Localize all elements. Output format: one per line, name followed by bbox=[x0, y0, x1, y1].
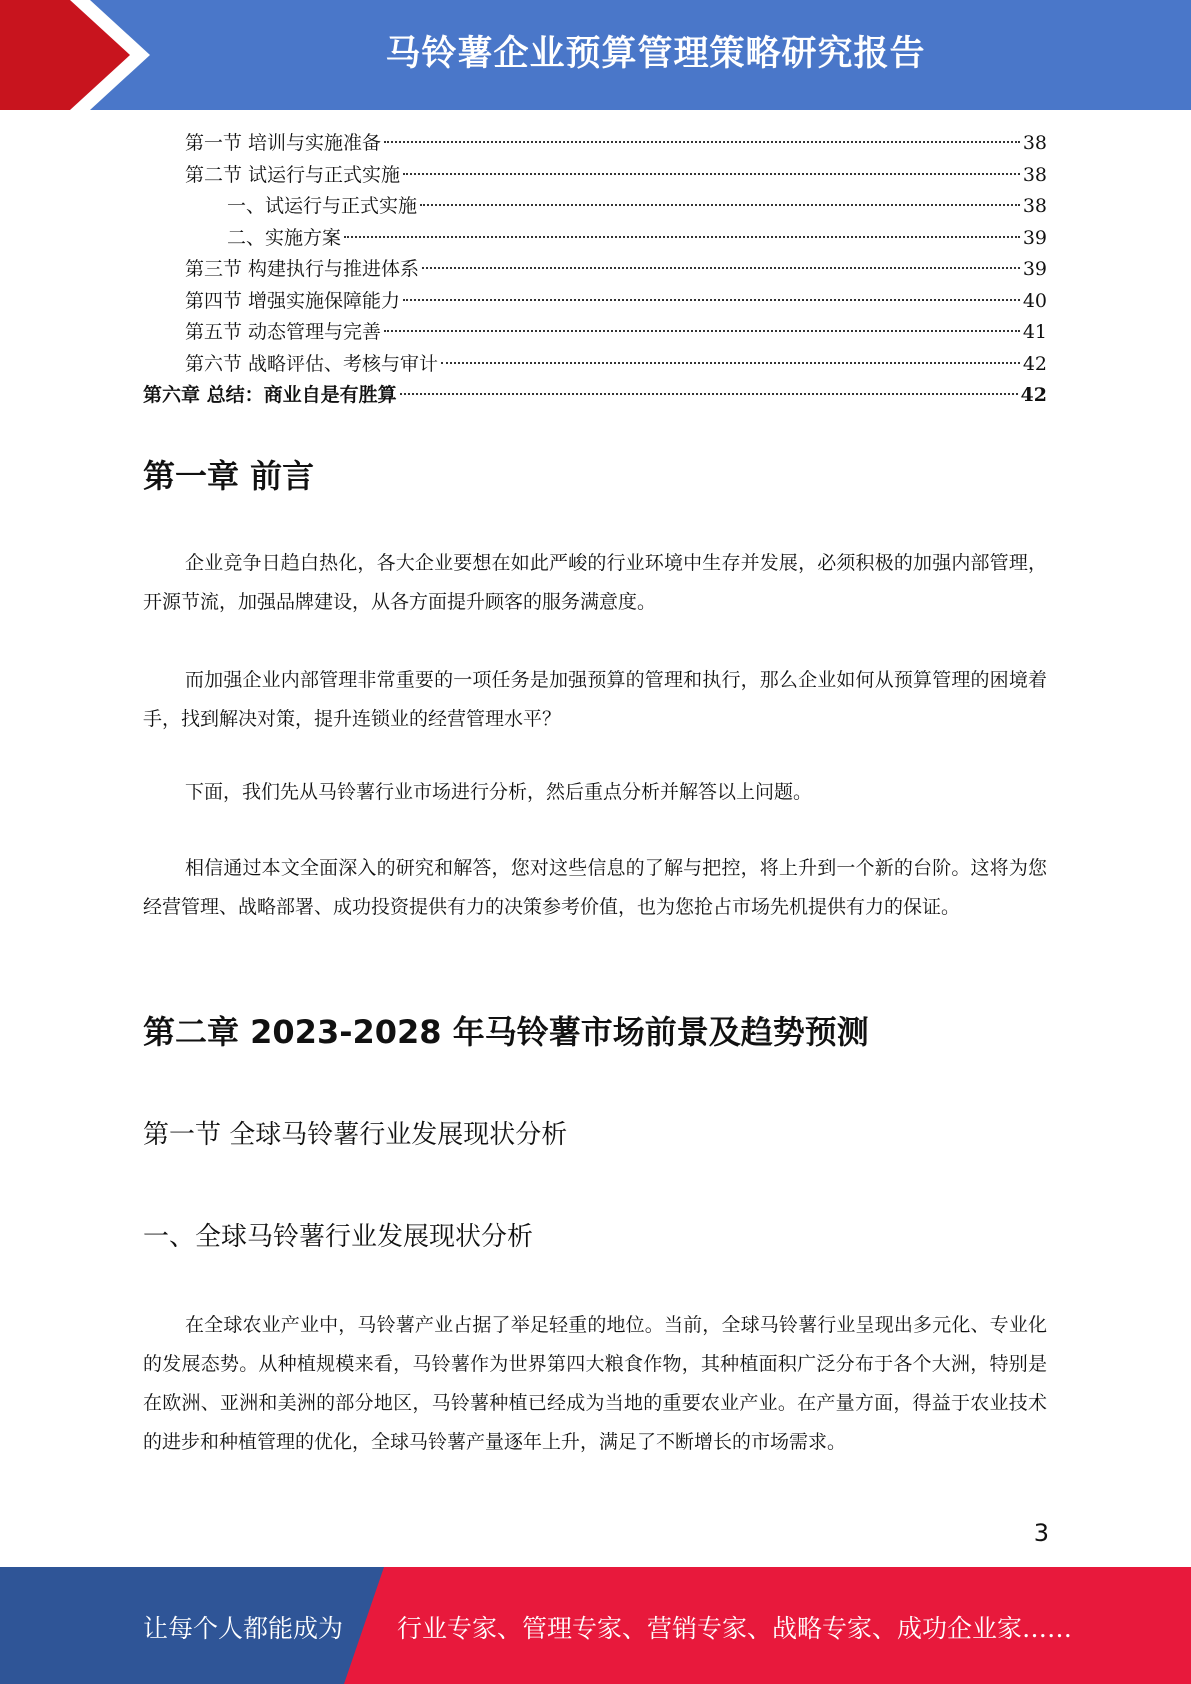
toc-entry[interactable] bbox=[143, 191, 1047, 223]
paragraph: 企业竞争日趋白热化，各大企业要想在如此严峻的行业环境中生存并发展，必须积极的加强内部管理，开源节流，加强品牌建设，从各方面提升顾客的服务满意度。 bbox=[143, 552, 1047, 613]
toc-entry-label: 二、实施方案 bbox=[227, 226, 342, 249]
toc-dot-leader bbox=[400, 393, 1018, 395]
footer-slogan-right: 行业专家、管理专家、营销专家、战略专家、成功企业家…… bbox=[397, 1614, 1073, 1643]
toc-dot-leader bbox=[403, 173, 1020, 175]
toc-dot-leader bbox=[403, 299, 1020, 301]
toc-entry[interactable] bbox=[143, 380, 1047, 412]
toc-entry-page: 42 bbox=[1020, 384, 1047, 406]
chapter-1-heading: 第一章 前言 bbox=[143, 457, 315, 495]
toc-entry[interactable] bbox=[143, 160, 1047, 192]
toc-entry-label: 第一节 培训与实施准备 bbox=[185, 132, 382, 154]
section-heading: 第一节 全球马铃薯行业发展现状分析 bbox=[143, 1120, 568, 1150]
toc-entry-label: 第二节 试运行与正式实施 bbox=[185, 163, 401, 186]
toc-entry-page: 38 bbox=[1022, 195, 1047, 217]
toc-dot-leader bbox=[344, 236, 1020, 238]
toc-dot-leader bbox=[422, 267, 1020, 269]
toc-entry-label: 第三节 构建执行与推进体系 bbox=[185, 258, 420, 280]
report-title: 马铃薯企业预算管理策略研究报告 bbox=[385, 34, 926, 74]
paragraph: 下面，我们先从马铃薯行业市场进行分析，然后重点分析并解答以上问题。 bbox=[185, 781, 813, 803]
toc-entry-page: 40 bbox=[1022, 289, 1047, 312]
toc-entry-page: 38 bbox=[1022, 163, 1047, 186]
chapter-2-heading: 第二章 2023-2028 年马铃薯市场前景及趋势预测 bbox=[143, 1013, 869, 1051]
paragraph: 相信通过本文全面深入的研究和解答，您对这些信息的了解与把控，将上升到一个新的台阶。这将为您经营管理、战略部署、成功投资提供有力的决策参考价值，也为您抢占市场先机提供有力的保证。 bbox=[143, 857, 1047, 918]
toc-dot-leader bbox=[441, 362, 1020, 364]
toc-dot-leader bbox=[384, 330, 1020, 332]
toc-entry-label: 第四节 增强实施保障能力 bbox=[185, 289, 401, 312]
toc-entry-page: 39 bbox=[1022, 226, 1047, 249]
toc-entry-page: 41 bbox=[1022, 321, 1047, 343]
toc-entry[interactable] bbox=[143, 317, 1047, 349]
toc-dot-leader bbox=[420, 204, 1020, 206]
page-footer bbox=[0, 1567, 1191, 1684]
toc-entry-label: 第六节 战略评估、考核与审计 bbox=[185, 352, 439, 375]
paragraph: 在全球农业产业中，马铃薯产业占据了举足轻重的地位。当前，全球马铃薯行业呈现出多元化、专业化的发展态势。从种植规模来看，马铃薯作为世界第四大粮食作物，其种植面积广泛分布于各个大洲，特别是在欧洲、亚洲和美洲的部分地区，马铃薯种植已经成为当地的重要农业产业。在产量方面，得益于农业技术的进步和种植管理的优化，全球马铃薯产量逐年上升，满足了不断增长的市场需求。 bbox=[143, 1314, 1047, 1453]
toc-entry-label: 第六章 总结：商业自是有胜算 bbox=[143, 384, 397, 406]
toc-entry[interactable] bbox=[143, 128, 1047, 160]
toc-entry[interactable] bbox=[143, 286, 1047, 318]
paragraph: 而加强企业内部管理非常重要的一项任务是加强预算的管理和执行，那么企业如何从预算管理的困境着手，找到解决对策，提升连锁业的经营管理水平？ bbox=[143, 669, 1047, 730]
page-header bbox=[0, 0, 1191, 110]
page-number: 3 bbox=[1033, 1519, 1049, 1547]
toc-entry-label: 第五节 动态管理与完善 bbox=[185, 321, 382, 343]
toc-entry-label: 一、试运行与正式实施 bbox=[227, 195, 418, 217]
toc-dot-leader bbox=[384, 141, 1020, 143]
toc-entry-page: 38 bbox=[1022, 132, 1047, 154]
toc-entry[interactable] bbox=[143, 349, 1047, 381]
footer-slogan-left: 让每个人都能成为 bbox=[143, 1614, 344, 1643]
table-of-contents bbox=[143, 128, 1047, 412]
toc-entry[interactable] bbox=[143, 223, 1047, 255]
subsection-heading: 一、全球马铃薯行业发展现状分析 bbox=[143, 1222, 534, 1252]
toc-entry-page: 42 bbox=[1022, 352, 1047, 375]
toc-entry-page: 39 bbox=[1022, 258, 1047, 280]
toc-entry[interactable] bbox=[143, 254, 1047, 286]
